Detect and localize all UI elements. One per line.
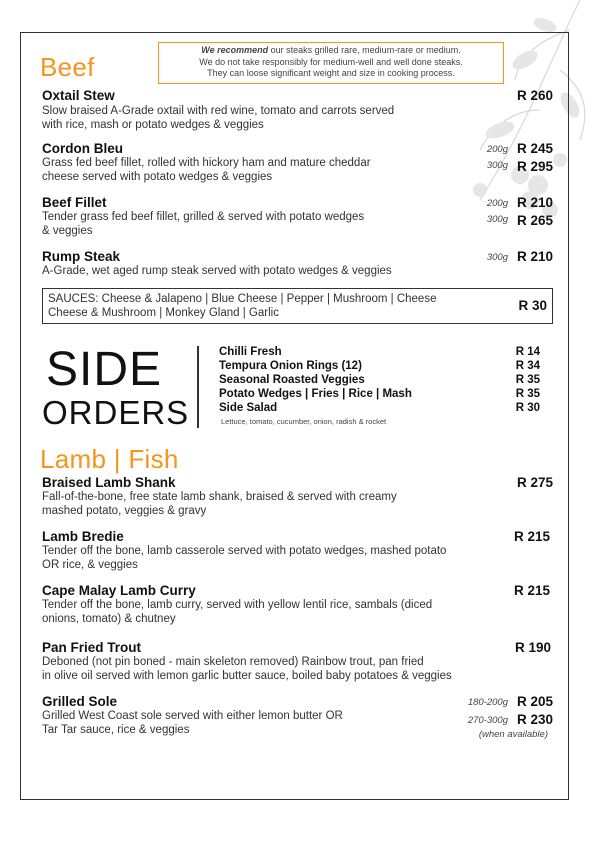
menu-item-name: Grilled Sole [42,694,118,709]
side-orders-title: SIDE [46,343,163,396]
side-salad-note: Lettuce, tomato, cucumber, onion, radish & rocket [221,417,387,426]
menu-item-weight: 200g [486,144,508,155]
menu-item-weight: 200g [486,198,508,209]
menu-item-description [42,264,392,278]
menu-item-name: Beef Fillet [42,195,107,210]
recommend-line1: our steaks grilled rare, medium-rare or medium. [268,45,461,55]
menu-item-name: Lamb Bredie [42,529,124,544]
sauces-box [42,288,553,324]
menu-item-price: R 295 [516,159,553,174]
menu-item-price: R 245 [516,141,553,156]
description-line: onions, tomato) & chutney [42,613,176,625]
recommend-line2: We do not take responsibly for medium-well and well done steaks. [199,56,463,67]
menu-item-name: Pan Fried Trout [42,640,142,655]
recommend-line3: They can loose significant weight and size in cooking process. [207,68,455,78]
description-line: Tender grass fed beef fillet, grilled & served with potato wedges [42,211,365,223]
description-line: Tar Tar sauce, rice & veggies [42,724,190,736]
menu-item-price: R 265 [516,213,553,228]
menu-item-weight: 180-200g [467,697,508,708]
description-line: in olive oil served with lemon garlic butter sauce, boiled baby potatoes & veggies [42,670,452,682]
sauces-list [48,292,436,320]
menu-item-price: R 260 [516,88,553,103]
menu-item-description [42,655,452,683]
side-item-price: R 35 [515,374,540,386]
menu-item-price: R 190 [514,640,551,655]
menu-item-price: R 215 [513,583,550,598]
menu-item-description [42,210,364,238]
side-item-price: R 35 [515,388,540,400]
menu-item-weight: 300g [486,252,508,263]
description-line: OR rice, & veggies [42,559,138,571]
menu-item-name: Oxtail Stew [42,88,115,103]
description-line: Deboned (not pin boned - main skeleton removed) Rainbow trout, pan fried [42,656,424,668]
menu-item-price: R 205 [516,694,553,709]
side-orders-subtitle: ORDERS [42,394,190,431]
menu-item-weight: 300g [486,160,508,171]
menu-item-price: R 210 [516,249,553,264]
description-line: mashed potato, veggies & gravy [42,505,207,517]
side-item-name: Side Salad [219,402,278,414]
beef-section-title: Beef [40,52,95,82]
description-line: cheese served with potato wedges & veggies [42,171,273,183]
side-item-price: R 14 [515,346,540,358]
menu-item-weight: 270-300g [467,715,508,726]
menu-item-name: Cape Malay Lamb Curry [42,583,196,598]
sauces-price: R 30 [518,298,547,313]
recommendation-notice [158,42,504,84]
description-line: with rice, mash or potato wedges & veggies [42,119,264,131]
side-item-name: Tempura Onion Rings (12) [219,360,362,372]
lamb-fish-section-title: Lamb | Fish [40,444,179,474]
menu-item-description [42,156,371,184]
side-item-name: Seasonal Roasted Veggies [219,374,365,386]
side-divider [197,346,199,428]
menu-item-description [42,709,343,737]
menu-item-name: Rump Steak [42,249,121,264]
menu-item-description [42,598,432,626]
description-line: & veggies [42,225,93,237]
side-item-price: R 30 [515,402,540,414]
menu-item-name: Braised Lamb Shank [42,475,176,490]
sauces-line: Cheese & Mushroom | Monkey Gland | Garlic [48,307,279,319]
description-line: A-Grade, wet aged rump steak served with potato wedges & veggies [42,265,392,277]
recommend-bold: We recommend [201,45,269,55]
menu-item-description [42,104,394,132]
side-item-price: R 34 [515,360,540,372]
description-line: Tender off the bone, lamb curry, served with yellow lentil rice, sambals (diced [42,599,433,611]
menu-item-description [42,490,397,518]
menu-item-description [42,544,446,572]
menu-item-price: R 215 [513,529,550,544]
availability-note: (when available) [478,729,548,740]
side-item-name: Chilli Fresh [219,346,282,358]
description-line: Grass fed beef fillet, rolled with hickory ham and mature cheddar [42,157,371,169]
description-line: Tender off the bone, lamb casserole served with potato wedges, mashed potato [42,545,447,557]
side-item-name: Potato Wedges | Fries | Rice | Mash [219,388,412,400]
description-line: Fall-of-the-bone, free state lamb shank, braised & served with creamy [42,491,397,503]
sauces-line: SAUCES: Cheese & Jalapeno | Blue Cheese | Pepper | Mushroom | Cheese [48,293,437,305]
description-line: Grilled West Coast sole served with either lemon butter OR [42,710,343,722]
menu-item-weight: 300g [486,214,508,225]
description-line: Slow braised A-Grade oxtail with red wine, tomato and carrots served [42,105,395,117]
menu-item-price: R 275 [516,475,553,490]
menu-item-price: R 210 [516,195,553,210]
menu-item-name: Cordon Bleu [42,141,123,156]
menu-item-price: R 230 [516,712,553,727]
